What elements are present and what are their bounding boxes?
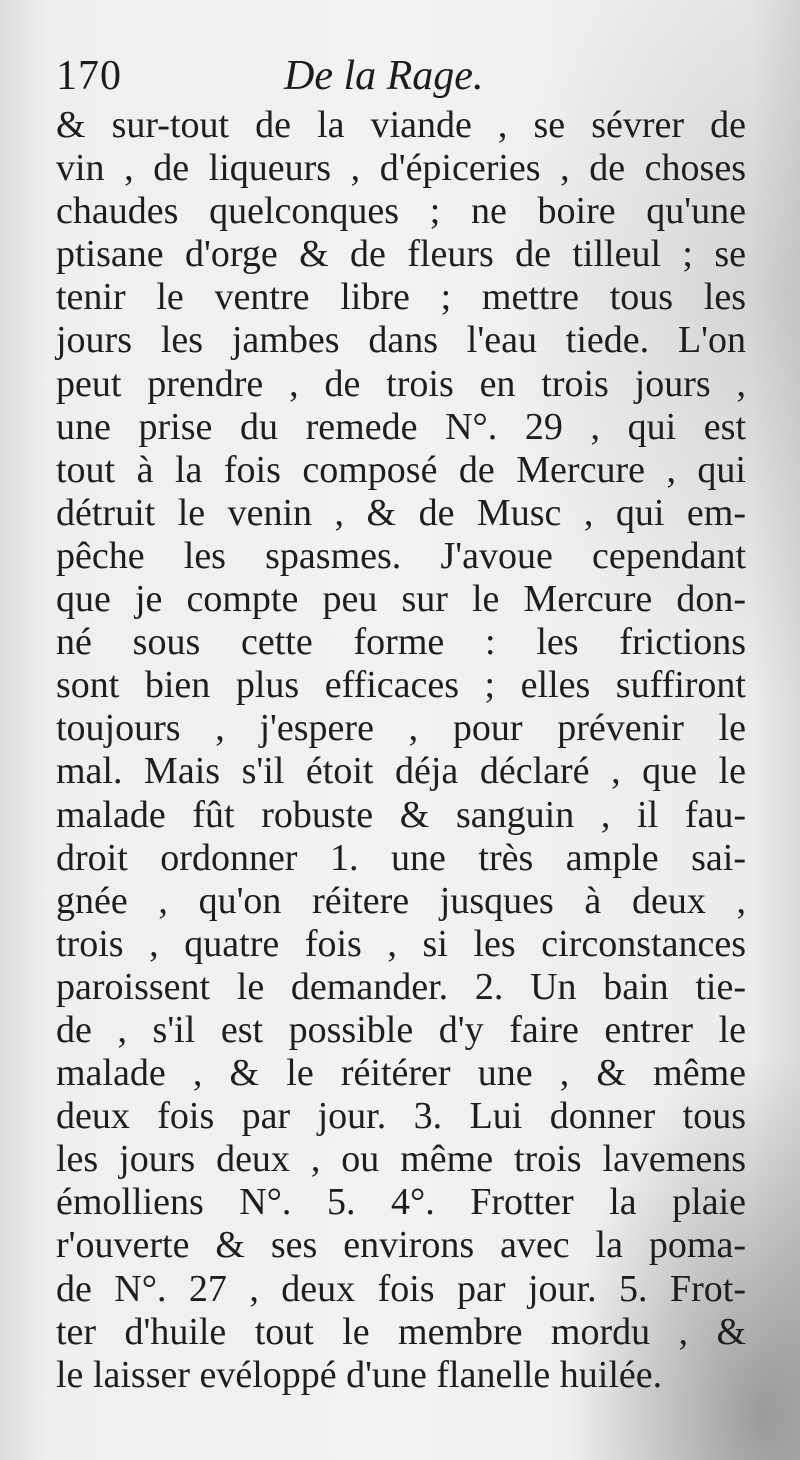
text-line: & sur-tout de la viande , se sévrer de: [56, 104, 746, 146]
running-head: De la Rage.: [284, 53, 484, 99]
text-line: de N°. 27 , deux fois par jour. 5. Frot-: [56, 1267, 746, 1310]
text-line: les jours deux , ou même trois lavemens: [56, 1138, 746, 1181]
text-line: vin , de liqueurs , d'épiceries , de choses: [56, 147, 746, 190]
text-line: de , s'il est possible d'y faire entrer le: [56, 1008, 746, 1051]
text-line: malade , & le réitérer une , & même: [56, 1052, 746, 1095]
text-line: deux fois par jour. 3. Lui donner tous: [56, 1095, 746, 1138]
text-line: paroissent le demander. 2. Un bain tie-: [56, 965, 746, 1008]
text-line: droit ordonner 1. une très ample sai-: [56, 836, 746, 879]
text-line: mal. Mais s'il étoit déja déclaré , que le: [56, 750, 746, 793]
text-line: que je compte peu sur le Mercure don-: [56, 578, 746, 621]
text-line: une prise du remede N°. 29 , qui est: [56, 405, 746, 448]
page-header: [56, 40, 746, 112]
text-line: né sous cette forme : les frictions: [56, 621, 746, 664]
text-line: tout à la fois composé de Mercure , qui: [56, 448, 746, 491]
text-line: émolliens N°. 5. 4°. Frotter la plaie: [56, 1181, 746, 1224]
text-line: sont bien plus efficaces ; elles suffiront: [56, 664, 746, 707]
text-line: ptisane d'orge & de fleurs de tilleul ; se: [56, 233, 746, 276]
page-number: 170: [56, 53, 122, 99]
text-line: ter d'huile tout le membre mordu , &: [56, 1310, 746, 1353]
text-line: peut prendre , de trois en trois jours ,: [56, 362, 746, 405]
text-line: le laisser evéloppé d'une flanelle huilée.: [56, 1353, 663, 1396]
text-line: jours les jambes dans l'eau tiede. L'on: [56, 319, 746, 362]
text-line: malade fût robuste & sanguin , il fau-: [56, 793, 746, 836]
text-line: détruit le venin , & de Musc , qui em-: [56, 491, 746, 534]
text-line: toujours , j'espere , pour prévenir le: [56, 707, 746, 750]
text-line: trois , quatre fois , si les circonstances: [56, 922, 746, 965]
text-line: tenir le ventre libre ; mettre tous les: [56, 276, 746, 319]
body-text: [56, 104, 746, 1397]
text-line: gnée , qu'on réitere jusques à deux ,: [56, 879, 746, 922]
text-line: pêche les spasmes. J'avoue cependant: [56, 534, 746, 577]
text-line: chaudes quelconques ; ne boire qu'une: [56, 190, 746, 233]
text-line: r'ouverte & ses environs avec la poma-: [56, 1224, 746, 1267]
